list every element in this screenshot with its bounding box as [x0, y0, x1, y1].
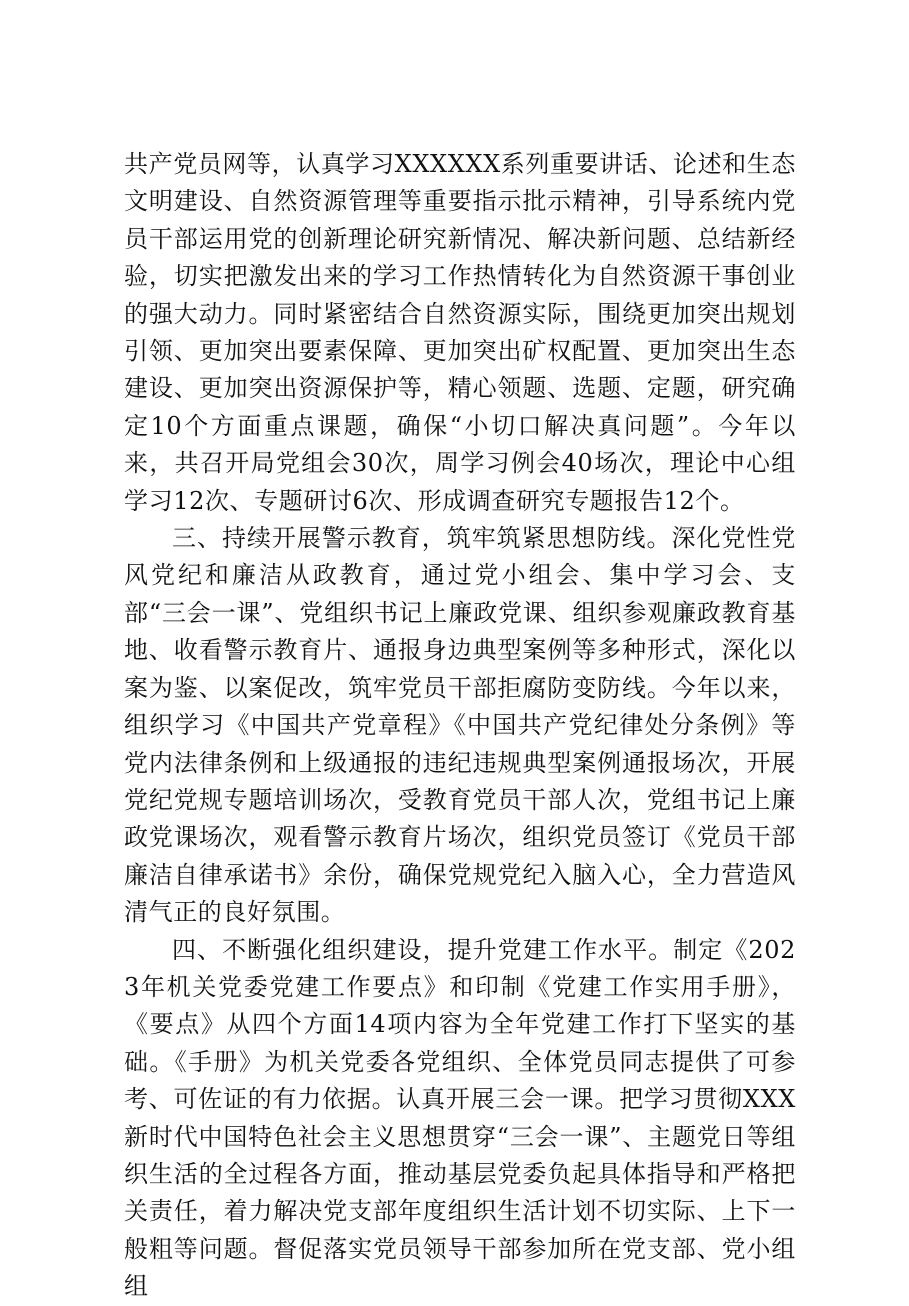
paragraph-study-continuation: 共产党员网等，认真学习XXXXXX系列重要讲话、论述和生态文明建设、自然资源管理等重要指示批示精神，引导系统内党员干部运用党的创新理论研究新情况、解决新问题、总结新经验，切实把激发出来的学习工作热情转化为自然资源干事创业的强大动力。同时紧密结合自然资源实际，围绕更加突出规划引领、更加突出要素保障、更加突出矿权配置、更加突出生态建设、更加突出资源保护等，精心领题、选题、定题，研究确定10个方面重点课题，确保“小切口解决真问题”。今年以来，共召开局党组会30次，周学习例会40场次，理论中心组学习12次、专题研讨6次、形成调查研究专题报告12个。 [124, 150, 796, 515]
paragraph-organization-building: 四、不断强化组织建设，提升党建工作水平。制定《2023年机关党委党建工作要点》和印制《党建工作实用手册》，《要点》从四个方面14项内容为全年党建工作打下坚实的基础。《手册》为机关党委各党组织、全体党员同志提供了可参考、可佐证的有力依据。认真开展三会一课。把学习贯彻XXX新时代中国特色社会主义思想贯穿“三会一课”、主题党日等组织生活的全过程各方面，推动基层党委负起具体指导和严格把关责任，着力解决党支部年度组织生活计划不切实际、上下一般粗等问题。督促落实党员领导干部参加所在党支部、党小组组 [124, 935, 796, 1301]
document-body [124, 146, 796, 1306]
paragraph-warning-education: 三、持续开展警示教育，筑牢筑紧思想防线。深化党性党风党纪和廉洁从政教育，通过党小组会、集中学习会、支部“三会一课”、党组织书记上廉政党课、组织参观廉政教育基地、收看警示教育片、通报身边典型案例等多种形式，深化以案为鉴、以案促改，筑牢党员干部拒腐防变防线。今年以来，组织学习《中国共产党章程》《中国共产党纪律处分条例》等党内法律条例和上级通报的违纪违规典型案例通报场次，开展党纪党规专题培训场次，受教育党员干部人次，党组书记上廉政党课场次，观看警示教育片场次，组织党员签订《党员干部廉洁自律承诺书》余份，确保党规党纪入脑入心，全力营造风清气正的良好氛围。 [124, 524, 796, 927]
